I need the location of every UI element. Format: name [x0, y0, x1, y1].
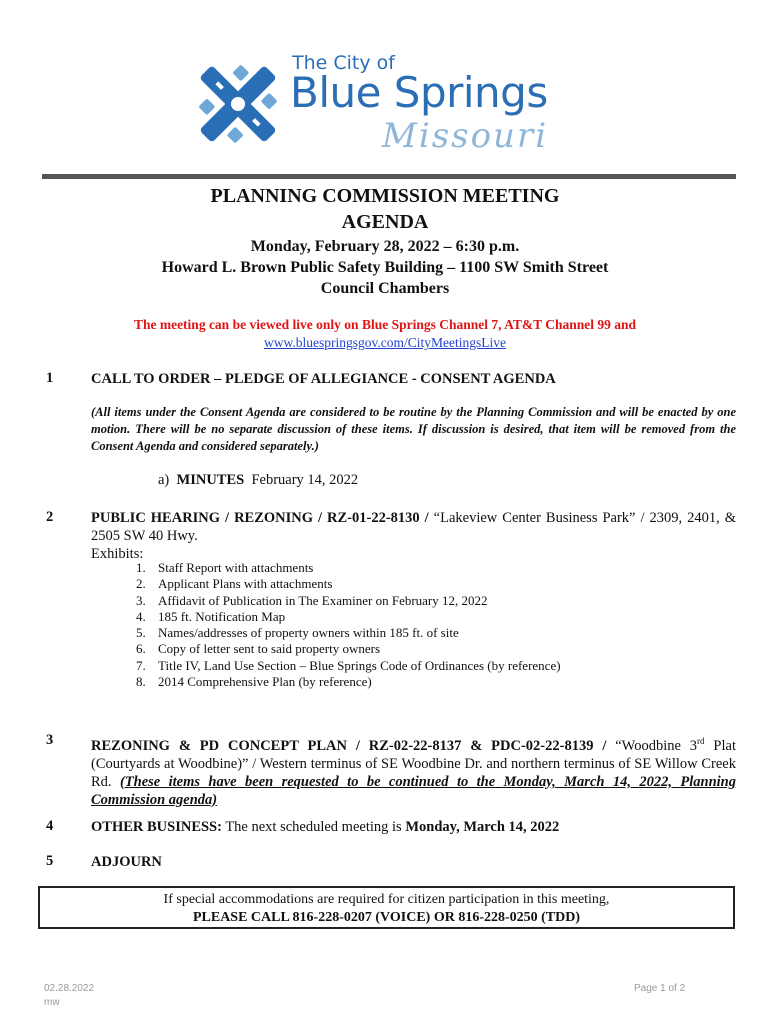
logo-line3: Missouri — [382, 116, 549, 156]
next-meeting-date: Monday, March 14, 2022 — [405, 819, 560, 835]
item-number-3: 3 — [46, 732, 54, 748]
meeting-date: Monday, February 28, 2022 – 6:30 p.m. — [250, 238, 520, 255]
item-number-4: 4 — [46, 818, 54, 834]
list-item: 3. Affidavit of Publication in The Examiner on February 12, 2022 — [136, 592, 488, 608]
subitem-title: MINUTES — [176, 472, 245, 488]
list-item: 7. Title IV, Land Use Section – Blue Springs Code of Ordinances (by reference) — [136, 657, 561, 673]
footer-date: 02.28.2022 — [44, 983, 95, 994]
logo-line2: Blue Springs — [290, 68, 548, 117]
item-desc-2: “Lakeview Center Business Park” / 2309, 2401, & 2505 SW 40 Hwy. — [91, 510, 736, 544]
item-3 — [91, 732, 736, 809]
item-title-2: PUBLIC HEARING / REZONING / RZ-01-22-8130 / — [91, 510, 429, 526]
exhibits-list — [136, 560, 561, 690]
minutes-subitem — [158, 472, 358, 489]
page-subtitle: AGENDA — [341, 211, 429, 233]
meeting-location: Howard L. Brown Public Safety Building – 1100 SW Smith Street — [161, 259, 609, 276]
meeting-room: Council Chambers — [320, 280, 450, 297]
list-item: 1. Staff Report with attachments — [136, 560, 314, 575]
subitem-label: a) — [158, 472, 170, 488]
subitem-value: February 14, 2022 — [251, 472, 359, 488]
item-number-2: 2 — [46, 509, 54, 525]
notice-line1: If special accommodations are required for citizen participation in this meeting, — [163, 892, 610, 907]
item-desc-3a: “Woodbine 3 — [606, 737, 698, 754]
item-number-1: 1 — [46, 370, 54, 386]
logo-line1: The City of — [292, 52, 395, 74]
accommodations-notice — [38, 886, 735, 929]
list-item: 4. 185 ft. Notification Map — [136, 608, 286, 624]
page-number: Page 1 of 2 — [634, 983, 686, 994]
exhibits-label: Exhibits: — [91, 546, 144, 562]
continuance-note: (These items have been requested to be continued to the Monday, March 14, 2022, Planning Commission agenda) — [91, 773, 736, 808]
live-stream-notice: The meeting can be viewed live only on Blue Springs Channel 7, AT&T Channel 99 and — [133, 317, 637, 332]
live-stream-link[interactable]: www.bluespringsgov.com/CityMeetingsLive — [264, 335, 506, 350]
item-title-1: CALL TO ORDER – PLEDGE OF ALLEGIANCE - CONSENT AGENDA — [91, 371, 556, 387]
item-title-3: REZONING & PD CONCEPT PLAN / RZ-02-22-8137 & PDC-02-22-8139 / — [91, 737, 607, 754]
page-title: PLANNING COMMISSION MEETING — [210, 185, 560, 207]
item-number-5: 5 — [46, 853, 54, 869]
item-title-5: ADJOURN — [91, 854, 162, 870]
item-4 — [91, 818, 736, 836]
item-title-4: OTHER BUSINESS: — [91, 819, 222, 835]
city-logo — [186, 48, 606, 166]
list-item: 2. Applicant Plans with attachments — [136, 576, 333, 592]
item-desc-4: The next scheduled meeting is — [221, 819, 406, 835]
list-item: 6. Copy of letter sent to said property owners — [136, 641, 381, 657]
item-desc-3-sup: rd — [697, 736, 705, 746]
footer-initials: mw — [44, 997, 60, 1008]
notice-line2: PLEASE CALL 816-228-0207 (VOICE) OR 816-228-0250 (TDD) — [192, 910, 581, 925]
item-desc-3b: Plat (Courtyards at Woodbine)” / Western terminus of SE Woodbine Dr. and northern terminus of SE Willow Creek Rd. — [91, 737, 736, 790]
item-2 — [91, 509, 736, 563]
consent-note: (All items under the Consent Agenda are considered to be routine by the Planning Commission and will be enacted by one motion. There will be no separate discussion of these items. If discussion is desired, that item will be removed from the Consent Agenda and considered separately.) — [91, 405, 736, 453]
header-rule — [42, 174, 736, 179]
list-item: 8. 2014 Comprehensive Plan (by reference) — [136, 674, 372, 690]
list-item: 5. Names/addresses of property owners within 185 ft. of site — [136, 625, 459, 641]
